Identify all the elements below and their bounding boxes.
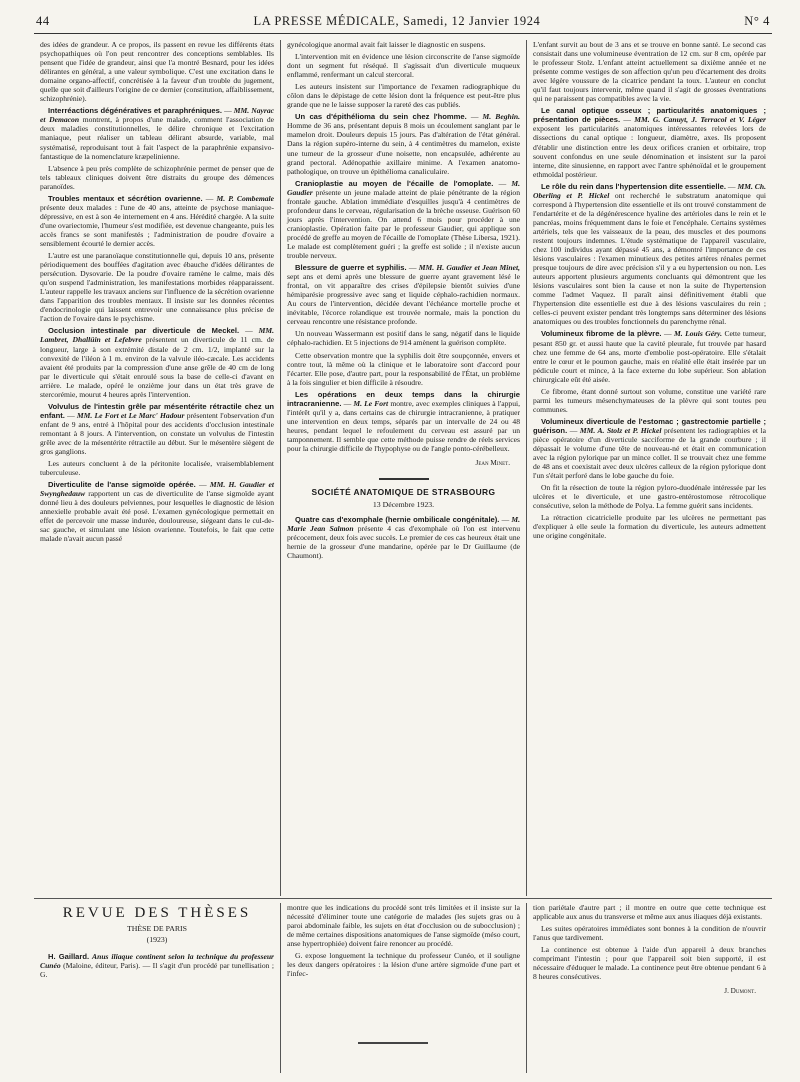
- article-body: présentent les radiographies et la pièce opératoire d'un diverticule sacciforme de la grande courbure ; il dépassait le volume d'une tête de nouveau-né et était en communication avec la région pylorique par un mince collet. Il se trouvait chez une femme de 48 ans et coexistait avec deux ulcères calleux de la région pylorique dont l'un s'était perforé dans le lobe gauche du foie.: [533, 425, 766, 481]
- article-authors: MM. Ch. Oberling et P. Hickel: [533, 181, 766, 200]
- these-year: (1923): [146, 935, 168, 945]
- paragraph: G. expose longuement la technique du professeur Cunéo, et il souligne les deux dangers opératoires : la lésion d'une artère sigmoïde d'une part et l'infec-: [287, 951, 520, 979]
- article-fibrome: Volumineux fibrome de la plèvre. — M. Louis Géry. Cette tumeur, pesant 850 gr. et aussi haute que la cavité pleurale, fut trouvée par hasard chez une femme de 64 ans, morte d'embolie post-opératoire. Elle s'étalait entre le cœur et le poumon gauche, mais en réalité elle était insérée par un pédicule court et mince, à la face externe du lobe supérieur. Son ablation chirurgicale eût été aisée.: [533, 329, 767, 384]
- article-canal-optique: Le canal optique osseux ; particularités anatomiques ; présentation de pièces. — MM. G. Canuyt, J. Terracol et V. Léger exposent les particularités anatomiques intéressantes relevées lors de dissections du canal optique : longueur, diamètre, axes. Ils proposent d'établir une distinction entre les deux orifices cranien et orbitaire, trop souvent confondus en une seule dénomination et insistent sur la paroi interne, dite sinusienne, en rapport avec l'antre sphénoïdal et le groupement ethmoïdal postérieur.: [533, 106, 766, 179]
- lower-column-3: [526, 903, 772, 1073]
- article-authors: MM. G. Canuyt, J. Terracol et V. Léger: [634, 115, 766, 125]
- paragraph: L'absence à peu près complète de schizophrénie permet de penser que de tels tableaux cliniques doivent être distraits du groupe des démences paranoïdes.: [40, 163, 274, 191]
- article-operations-deux-temps: Les opérations en deux temps dans la chirurgie intracranienne. — M. Le Fort montre, avec exemples cliniques à l'appui, l'intérêt qu'il y a, dans certains cas de chirurgie intracranienne, à pratiquer une intervention en deux temps, séparés par un intervalle de 24 ou 48 heures, pendant lequel le refoulement du cerveau est assuré par un tamponnement. Il semble que cette méthode puisse rendre de réels services pour la chirurgie difficile de l'hypophyse ou de l'angle ponto-cérébelleux.: [287, 389, 520, 453]
- article-title: Troubles mentaux et sécrétion ovarienne.: [48, 193, 203, 203]
- paragraph: Un nouveau Wassermann est positif dans le sang, négatif dans le liquide céphalo-rachidien. Et 5 injections de 914 amènent la guérison complète.: [287, 329, 520, 348]
- article-hypertension: Le rôle du rein dans l'hypertension dite essentielle. — MM. Ch. Oberling et P. Hickel ont recherché le substratum anatomique qui correspond à l'hypertension dite essentielle et ils ont trouvé constamment de l'endartérite et de la dégénérescence hyaline des artérioles dans le rein et le pancréas, moins fréquemment dans le foie et l'encéphale. Certains systèmes artériels, tels que les vaisseaux de la peau, des muscles et des poumons restent toujours indemnes. L'étude systématique de l'appareil vasculaire, chez 100 individus ayant dépassé 45 ans, a démontré l'importance de ces lésions vasculaires : l'examen minutieux des petites artères rénales permet presque toujours de dire avec précision s'il y a eu hypertension ou non. Les auteurs apportent plusieurs arguments concluants qui démontrent que les lésions vasculaires sont bien la cause et non la suite de l'hypertension comme l'admet Vaquez. Il paraît ainsi définitivement établi que l'hypertension dite essentielle est due à des lésions vasculaires du rein ; celles-ci peuvent exister pendant très longtemps sans déterminer des lésions anatomiques ou des troubles fonctionnels du parenchyme rénal.: [533, 181, 766, 327]
- these-body: (Maloine, éditeur, Paris). — Il s'agit d'un procédé par tunellisation ; G.: [40, 961, 275, 980]
- these-author: H. Gaillard.: [48, 952, 90, 962]
- these-heading: THÈSE DE PARIS: [127, 924, 187, 934]
- article-authors: MM. Nayrac et Demacon: [40, 106, 275, 125]
- article-body: présentent l'observation d'un enfant de 9 ans, entré à l'hôpital pour des accidents d'occlusion intestinale remontant à 8 jours. A l'intervention, on constate un volvulus de l'intestin grêle avec de la mésentérite rétractile au début. Sur le mésentère siègent de gros ganglions.: [40, 410, 274, 457]
- page-header: [34, 14, 772, 34]
- article-authors: M. Marie Jean Salmon: [287, 515, 520, 534]
- revue-des-theses-section: [34, 903, 772, 1073]
- lower-column-1: [34, 903, 280, 1073]
- society-heading: SOCIÉTÉ ANATOMIQUE DE STRASBOURG: [311, 487, 496, 498]
- article-volvulus: Volvulus de l'intestin grêle par mésentérite rétractile chez un enfant. — MM. Le Fort et Le Marc' Hadour présentent l'observation d'un enfant de 9 ans, entré à l'hôpital pour des accidents d'occlusion intestinale remontant à 8 jours. A l'intervention, on constate un volvulus de l'intestin grêle avec de la mésentérite rétractile au début. Sur le mésentère siègent de gros ganglions.: [40, 401, 274, 457]
- article-cranioplastie: Cranioplastie au moyen de l'écaille de l'omoplate. — M. Gaudier présente un jeune malade atteint de plaie pénétrante de la région frontale gauche. Ablation immédiate d'esquilles jusqu'à 4 centimètres de profondeur dans le cerveau, régularisation de la brèche osseuse. Guérison 60 jours après l'intervention. On attend 6 mois pour procéder à une cranioplastie. Opération faite par le professeur Gaudier, qui applique son procédé de greffe au moyen de l'écaille de l'omoplate (Thèse Libersa, 1921). Le malade est complètement guéri ; la greffe est solide ; il n'existe aucun trouble nerveux.: [287, 178, 521, 261]
- signature: J. Dumont.: [724, 987, 756, 996]
- signature: Jean Minet.: [475, 459, 510, 468]
- horizontal-divider: [34, 898, 772, 899]
- these-title: Anus iliaque continent selon la technique du professeur Cunéo: [40, 952, 275, 971]
- paragraph: Les suites opératoires immédiates sont bonnes à la condition de n'ouvrir l'anus que tardivement.: [533, 924, 766, 943]
- article-body: présentent un diverticule de 11 cm. de longueur, large à son extrémité distale de 2 cm. 1/2, implanté sur la convexité de l'iléon à 1 m. environ de la valvule iléo-cæcale. Les accidents avaient été produits par la compression d'une anse grêle de 40 cm de long par le diverticule qui s'était enroulé sous la base de celle-ci d'avant en arrière. Le malade, opéré le onzième jour dans un état très grave de stercorémie, mourut 4 heures après l'intervention.: [40, 335, 274, 399]
- these-entry: [40, 952, 274, 979]
- paragraph: Les auteurs concluent à de la péritonite localisée, vraisemblablement tuberculeuse.: [40, 459, 274, 478]
- article-body: montrent, à propos d'une malade, comment l'association de deux maladies constitutionnelles, le délire chronique et l'excitation maniaque, peut réaliser un tableau délirant absurde, variable, mal systématisé, reproduisant tout à fait l'aspect de la paraphrénie expansivo-fantastique de la nomenclature kræpelinienne.: [40, 115, 274, 161]
- paragraph: gynécologique anormal avait fait laisser le diagnostic en suspens.: [287, 40, 486, 49]
- article-title: Les opérations en deux temps dans la chirurgie intracranienne.: [287, 389, 520, 408]
- article-title: Blessure de guerre et syphilis.: [295, 263, 407, 273]
- paragraph: montre que les indications du procédé sont très limitées et il insiste sur la nécessité d'éliminer toute une catégorie de malades (les sujets gras ou à paroi abdominale faible, les sujets en état d'occlusion ou de subocclusion) ; de même certaines dispositions anatomiques de l'anse sigmoïde (méso court, anse hypertrophiée) doivent faire renoncer au procédé.: [287, 903, 520, 949]
- issue-date: Samedi, 12 Janvier 1924: [403, 14, 541, 28]
- article-body: rapportent un cas de diverticulite de l'anse sigmoïde ayant donné lieu à des douleurs pelviennes, pour lesquelles le diagnostic de lésion annexielle probable avait été posé. L'examen gynécologique permettait en effet de percevoir une masse indurée, douloureuse, siégeant dans le cul-de-sac gauche, et simulant une lésion ovarienne. Toutefois, le fait que cette malade n'avait aucun passé: [40, 489, 274, 544]
- article-title: Occlusion intestinale par diverticule de Meckel.: [48, 326, 240, 336]
- article-exomphale: Quatre cas d'exomphale (hernie ombilicale congénitale). — M. Marie Jean Salmon présente 4 cas d'exomphale où l'on est intervenu précocement, deux fois avec succès. Le premier de ces cas heureux était une hernie de la grosseur d'une mandarine, opérée par le Dr Guillaume (de Chaumont).: [287, 515, 520, 561]
- paragraph: Ce fibrome, étant donné surtout son volume, constitue une variété rare parmi les tumeurs mésenchymateuses de la plèvre qui sont toutes peu communes.: [533, 386, 766, 414]
- page-number: 44: [36, 14, 50, 28]
- article-body: présente deux malades : l'une de 40 ans, atteinte de psychose maniaque-dépressive, en est à son 4e internement en 4 ans. Hérédité chargée. A la suite d'une ovariectomie, l'humeur s'est modifiée, est devenue changeante, puis les accès francs se sont manifestés ; l'administration de poudre d'ovaire a sensiblement écourté le dernier accès.: [40, 202, 274, 248]
- article-authors: MM. H. Gaudier et Jean Minet,: [418, 263, 521, 273]
- paragraph: Les auteurs insistent sur l'importance de l'examen radiographique du côlon dans le dépistage de cette lésion dont la fréquence est peut-être plus grande que ne le laisse supposer la rareté des cas publiés.: [287, 82, 520, 110]
- article-authors: M. P. Combemale: [216, 193, 275, 203]
- article-body: Cette tumeur, pesant 850 gr. et aussi haute que la cavité pleurale, fut trouvée par hasard chez une femme de 64 ans, morte d'embolie post-opératoire. Elle s'étalait entre le cœur et le poumon gauche, mais en réalité elle était insérée par un pédicule court et mince, à la face externe du lobe supérieur. Son ablation chirurgicale eût été aisée.: [533, 329, 767, 384]
- paragraph: La continence est obtenue à l'aide d'un appareil à deux branches comprimant l'intestin ; pour que l'appareil soit bien supporté, il est nécessaire d'éduquer le malade. La continence peut être obtenue pendant 6 à 8 heures consécutives.: [533, 945, 766, 982]
- article-body: montre, avec exemples cliniques à l'appui, l'intérêt qu'il y a, dans certains cas de chirurgie intracranienne, à pratiquer une intervention en deux temps, séparés par un intervalle de 24 ou 48 heures, pendant lequel le refoulement du cerveau est assuré par un tamponnement. Il semble que cette méthode puisse rendre de réels services pour la chirurgie difficile de l'hypophyse ou de l'angle ponto-cérébelleux.: [287, 398, 520, 453]
- article-title: Le canal optique osseux ; particularités anatomiques ; présentation de pièces.: [533, 106, 766, 125]
- paragraph: On fit la résection de toute la région pyloro-duodénale intéressée par les ulcères et le diverticule, et une gastro-entérostomose rétrocolique consécutive, selon la méthode de Polya. La femme guérit sans incidents.: [533, 483, 766, 511]
- article-title: Le rôle du rein dans l'hypertension dite essentielle.: [541, 181, 726, 191]
- article-authors: M. Louis Géry.: [674, 329, 723, 339]
- article-troubles-mentaux: Troubles mentaux et sécrétion ovarienne. — M. P. Combemale présente deux malades : l'une de 40 ans, atteinte de psychose maniaque-dépressive, en est à son 4e internement en 4 ans. Hérédité chargée. A la suite d'une ovariectomie, l'humeur s'est modifiée, est devenue changeante, puis les accès francs se sont manifestés ; l'administration de poudre d'ovaire a sensiblement écourté le dernier accès.: [40, 193, 275, 248]
- journal-title-line: [253, 14, 540, 29]
- article-body: exposent les particularités anatomiques intéressantes relevées lors de dissections du canal optique : longueur, diamètre, axes. Ils proposent d'établir une distinction entre les deux orifices cranien et orbitaire, trop souvent confondus en une seule dénomination et insistent sur la paroi interne, dite sinusienne, en rapport avec l'antre sphénoïdal et le groupement ethmoïdal postérieur.: [533, 124, 766, 179]
- article-epithelioma: Un cas d'épithélioma du sein chez l'homme. — M. Beghin. Homme de 36 ans, présentant depuis 8 mois un écoulement sanglant par le mamelon droit. Douleurs depuis 15 jours. Pas d'altération de l'état général. Dans la région supéro-interne du sein, à 4 centimètres du mamelon, existe une tumeur de la grosseur d'une noisette, non encapsulée, adhérente au grand pectoral. Adénopathie axillaire minime. A l'examen anatomo-pathologique, on trouve un épithélioma canaliculaire.: [287, 112, 520, 176]
- article-authors: MM. Lambret, Dhallüin et Lefebvre: [40, 326, 275, 345]
- article-authors: M. Beghin.: [482, 112, 520, 122]
- article-blessure-syphilis: Blessure de guerre et syphilis. — MM. H. Gaudier et Jean Minet, sept ans et demi après une blessure de guerre ayant gravement lésé le frontal, on vit apparaître des crises d'épilepsie bientôt suivies d'une hémiparésie progressive avec sang et liquide céphalo-rachidien normaux. Au cours de l'intervention, décidée devant l'échéance mortelle proche et inévitable, l'écorce rolandique est trouvée normale, mais la ponction du cerveau rencontre une résistance profonde.: [287, 263, 521, 327]
- article-title: Volvulus de l'intestin grêle par mésentérite rétractile chez un enfant.: [40, 401, 274, 420]
- paragraph: des idées de grandeur. A ce propos, ils passent en revue les différents états psychopathiques où l'on peut rencontrer des conceptions semblables. Ils pensent que l'idée de grandeur, ainsi que l'a montré Besnard, pour les idées délirantes en général, a une valeur symbolique. C'est une excitation dans le domaine organo-affectif, concrétisée à la faveur d'un trouble du jugement, quelle que soit d'ailleurs l'origine de ce dernier (constitution, affaiblissement, schizophrénie).: [40, 40, 274, 104]
- article-diverticule-estomac: Volumineux diverticule de l'estomac ; gastrectomie partielle ; guérison. — MM. A. Stolz et P. Hickel présentent les radiographies et la pièce opératoire d'un diverticule sacciforme de la grande courbure ; il dépassait le volume d'une tête de nouveau-né et était en communication avec la région pylorique par un mince collet. Il se trouvait chez une femme de 48 ans et coexistait avec deux ulcères calleux de la région pylorique dont l'un s'était perforé dans le lobe gauche du foie.: [533, 416, 766, 481]
- article-title: Diverticulite de l'anse sigmoïde opérée.: [48, 480, 196, 490]
- article-authors: M. Gaudier: [287, 178, 521, 197]
- article-diverticulite: Interréactions dégénératives et paraphréniques. — MM. Nayrac et Demacon montrent, à propos d'une malade, comment l'association de deux maladies constitutionnelles, le délire chronique et l'excitation maniaque, peut réaliser un tableau délirant absurde, variable, mal systématisé, reproduisant tout à fait l'aspect de la paraphrénie expansivo-fantastique de la nomenclature kræpelinienne.: [40, 106, 275, 161]
- column-1: [34, 40, 280, 896]
- session-date: 13 Décembre 1923.: [372, 500, 435, 510]
- article-body: Homme de 36 ans, présentant depuis 8 mois un écoulement sanglant par le mamelon droit. Douleurs depuis 15 jours. Pas d'altération de l'état général. Dans la région supéro-interne du sein, à 4 centimètres du mamelon, existe une tumeur de la grosseur d'une noisette, non encapsulée, adhérente au grand pectoral. Adénopathie axillaire minime. A l'examen anatomo-pathologique, on trouve un épithélioma canaliculaire.: [287, 121, 520, 176]
- paragraph: L'autre est une paranoïaque constitutionnelle qui, depuis 10 ans, présente périodiquement des bouffées d'agitation avec ébauche d'idées délirantes de persécution. Dysovarie. De la poudre d'ovaire ramène le calme, mais dès qu'on suspend l'administration, les manifestations morbides réapparaissent. L'auteur rappelle les travaux anciens sur l'influence de la sécrétion ovarienne dans l'apparition des troubles mentaux. Il insiste sur les données récentes d'endocrinologie qui laissent entrevoir une connaissance plus précise de l'action de l'ovaire dans le psychisme.: [40, 251, 274, 324]
- article-body: ont recherché le substratum anatomique qui correspond à l'hypertension dite essentielle et ils ont trouvé constamment de l'endartérite et de la dégénérescence hyaline des artérioles dans le rein et le pancréas, moins fréquemment dans le foie et l'encéphale. Certains systèmes artériels, tels que les vaisseaux de la peau, des muscles et des poumons restent toujours indemnes. L'étude systématique de l'appareil vasculaire, chez 100 individus ayant dépassé 45 ans, a démontré l'importance de ces lésions vasculaires : l'examen minutieux des petites artères rénales permet presque toujours de dire avec précision s'il y a eu hypertension ou non. Les auteurs apportent plusieurs arguments concluants qui démontrent que les lésions vasculaires sont bien la cause et non la suite de l'hypertension comme l'admet Vaquez. Il paraît ainsi définitivement établi que l'hypertension dite essentielle est due à des lésions vasculaires du rein ; celles-ci peuvent exister pendant très longtemps sans déterminer des lésions anatomiques ou des troubles fonctionnels du parenchyme rénal.: [533, 190, 766, 327]
- paragraph: La rétraction cicatricielle produite par les ulcères ne permettant pas d'expliquer à elle seule la formation du diverticule, les auteurs admettent une origine congénitale.: [533, 513, 766, 541]
- section-divider: [379, 478, 429, 480]
- column-2: [280, 40, 526, 896]
- article-body: sept ans et demi après une blessure de guerre ayant gravement lésé le frontal, on vit apparaître des crises d'épilepsie bientôt suivies d'une hémiparésie progressive avec sang et liquide céphalo-rachidien normaux. Au cours de l'intervention, décidée devant l'échéance mortelle proche et inévitable, l'écorce rolandique est trouvée normale, mais la ponction du cerveau rencontre une résistance profonde.: [287, 272, 520, 327]
- article-title: Un cas d'épithélioma du sein chez l'homme.: [295, 112, 467, 122]
- article-occlusion: Occlusion intestinale par diverticule de Meckel. — MM. Lambret, Dhallüin et Lefebvre présentent un diverticule de 11 cm. de longueur, large à son extrémité distale de 2 cm. 1/2, implanté sur la convexité de l'iléon à 1 m. environ de la valvule iléo-cæcale. Les accidents avaient été produits par la compression d'une anse grêle de 40 cm de long par le diverticule qui s'était enroulé sous la base de celle-ci d'avant en arrière. Le malade, opéré le onzième jour dans un état très grave de stercorémie, mourut 4 heures après l'intervention.: [40, 326, 275, 399]
- paragraph: L'intervention mit en évidence une lésion circonscrite de l'anse sigmoïde dont un segment fut réséqué. Il s'agissait d'un diverticule muqueux enflammé, renfermant un calcul stercoral.: [287, 52, 520, 80]
- journal-title: LA PRESSE MÉDICALE,: [253, 14, 400, 28]
- article-body: présente un jeune malade atteint de plaie pénétrante de la région frontale gauche. Ablation immédiate d'esquilles jusqu'à 4 centimètres de profondeur dans le cerveau, régularisation de la brèche osseuse. Guérison 60 jours après l'intervention. On attend 6 mois pour procéder à une cranioplastie. Opération faite par le professeur Gaudier, qui applique son procédé de greffe au moyen de l'écaille de l'omoplate (Thèse Libersa, 1921). Le malade est complètement guéri ; la greffe est solide ; il n'existe aucun trouble nerveux.: [287, 187, 520, 261]
- issue-number: N° 4: [744, 14, 770, 28]
- paragraph: Cette observation montre que la syphilis doit être soupçonnée, envers et contre tout, là même où la clinique et le laboratoire sont d'accord pour l'écarter. Elle pose, d'autre part, pour la responsabilité de l'État, un problème à la fois singulier et bien difficile à résoudre.: [287, 350, 520, 387]
- article-title: Interréactions dégénératives et paraphréniques.: [48, 106, 222, 116]
- bottom-divider: [358, 1042, 428, 1044]
- article-body: présente 4 cas d'exomphale où l'on est intervenu précocement, deux fois avec succès. Le premier de ces cas heureux était une hernie de la grosseur d'une mandarine, opérée par le Dr Guillaume (de Chaumont).: [287, 524, 520, 561]
- revue-title: REVUE DES THÈSES: [62, 905, 252, 921]
- article-title: Volumineux fibrome de la plèvre.: [541, 329, 662, 339]
- article-authors: MM. A. Stolz et P. Hickel: [579, 425, 662, 435]
- article-authors: MM. H. Gaudier et Swynghedauw: [40, 480, 274, 499]
- article-title: Cranioplastie au moyen de l'écaille de l'omoplate.: [295, 178, 494, 188]
- article-diverticulite-sigmoide: Diverticulite de l'anse sigmoïde opérée. — MM. H. Gaudier et Swynghedauw rapportent un cas de diverticulite de l'anse sigmoïde ayant donné lieu à des douleurs pelviennes, pour lesquelles le diagnostic de lésion annexielle probable avait été posé. L'examen gynécologique permettait en effet de percevoir une masse indurée, douloureuse, siégeant dans le cul-de-sac gauche, et simulant une lésion ovarienne. Toutefois, le fait que cette malade n'avait aucun passé: [40, 480, 274, 544]
- newspaper-page: [34, 14, 772, 1073]
- article-authors: MM. Le Fort et Le Marc' Hadour: [76, 410, 185, 420]
- column-3: [526, 40, 772, 896]
- article-title: Quatre cas d'exomphale (hernie ombilicale congénitale).: [295, 515, 500, 525]
- article-title: Volumineux diverticule de l'estomac ; gastrectomie partielle ; guérison.: [533, 416, 766, 435]
- article-authors: M. Le Fort: [353, 398, 389, 408]
- paragraph: tion pariétale d'autre part ; il montre en outre que cette technique est applicable aux anus du transverse et même aux anus iliaques déjà existants.: [533, 903, 766, 922]
- lower-column-2: [280, 903, 526, 1073]
- main-columns: [34, 40, 772, 896]
- paragraph: L'enfant survit au bout de 3 ans et se trouve en bonne santé. Le second cas consistait dans une volumineuse éventration de 12 cm. sur 8 cm, opérée par le professeur Stolz. L'enfant atteint actuellement sa dixième année et ne présente comme vestiges de son affection qu'un peu d'écartement des droits avec légère voussure de la cicatrice pendant la toux. L'auteur en conclut qu'il faut toujours intervenir, même quand il s'agit de grosses éventrations qui ne paraissent pas compatibles avec la vie.: [533, 40, 766, 104]
